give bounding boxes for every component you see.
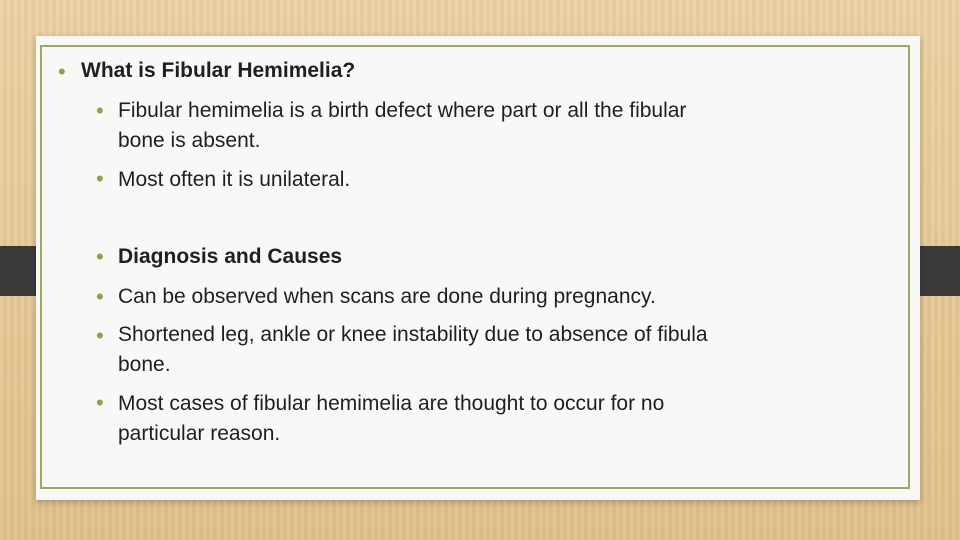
heading-diagnosis: Diagnosis and Causes xyxy=(118,245,343,268)
heading-what-is: What is Fibular Hemimelia? xyxy=(81,59,356,82)
bullet-icon: • xyxy=(58,59,66,84)
bullet-icon: • xyxy=(96,323,104,348)
item-scans: Can be observed when scans are done during pregnancy. xyxy=(118,285,656,308)
bullet-icon: • xyxy=(96,390,104,415)
bullet-icon: • xyxy=(96,284,104,309)
bullet-icon: • xyxy=(96,98,104,123)
item-cases-line2: particular reason. xyxy=(118,422,281,445)
bullet-icon: • xyxy=(96,244,104,269)
item-shortened-leg-line1: Shortened leg, ankle or knee instability due to absence of fibula xyxy=(118,323,708,346)
item-definition-line2: bone is absent. xyxy=(118,129,261,152)
item-cases-line1: Most cases of fibular hemimelia are thought to occur for no xyxy=(118,392,665,415)
bullet-icon: • xyxy=(96,166,104,191)
item-definition-line1: Fibular hemimelia is a birth defect where part or all the fibular xyxy=(118,99,687,122)
item-unilateral: Most often it is unilateral. xyxy=(118,168,351,191)
item-shortened-leg-line2: bone. xyxy=(118,353,171,376)
